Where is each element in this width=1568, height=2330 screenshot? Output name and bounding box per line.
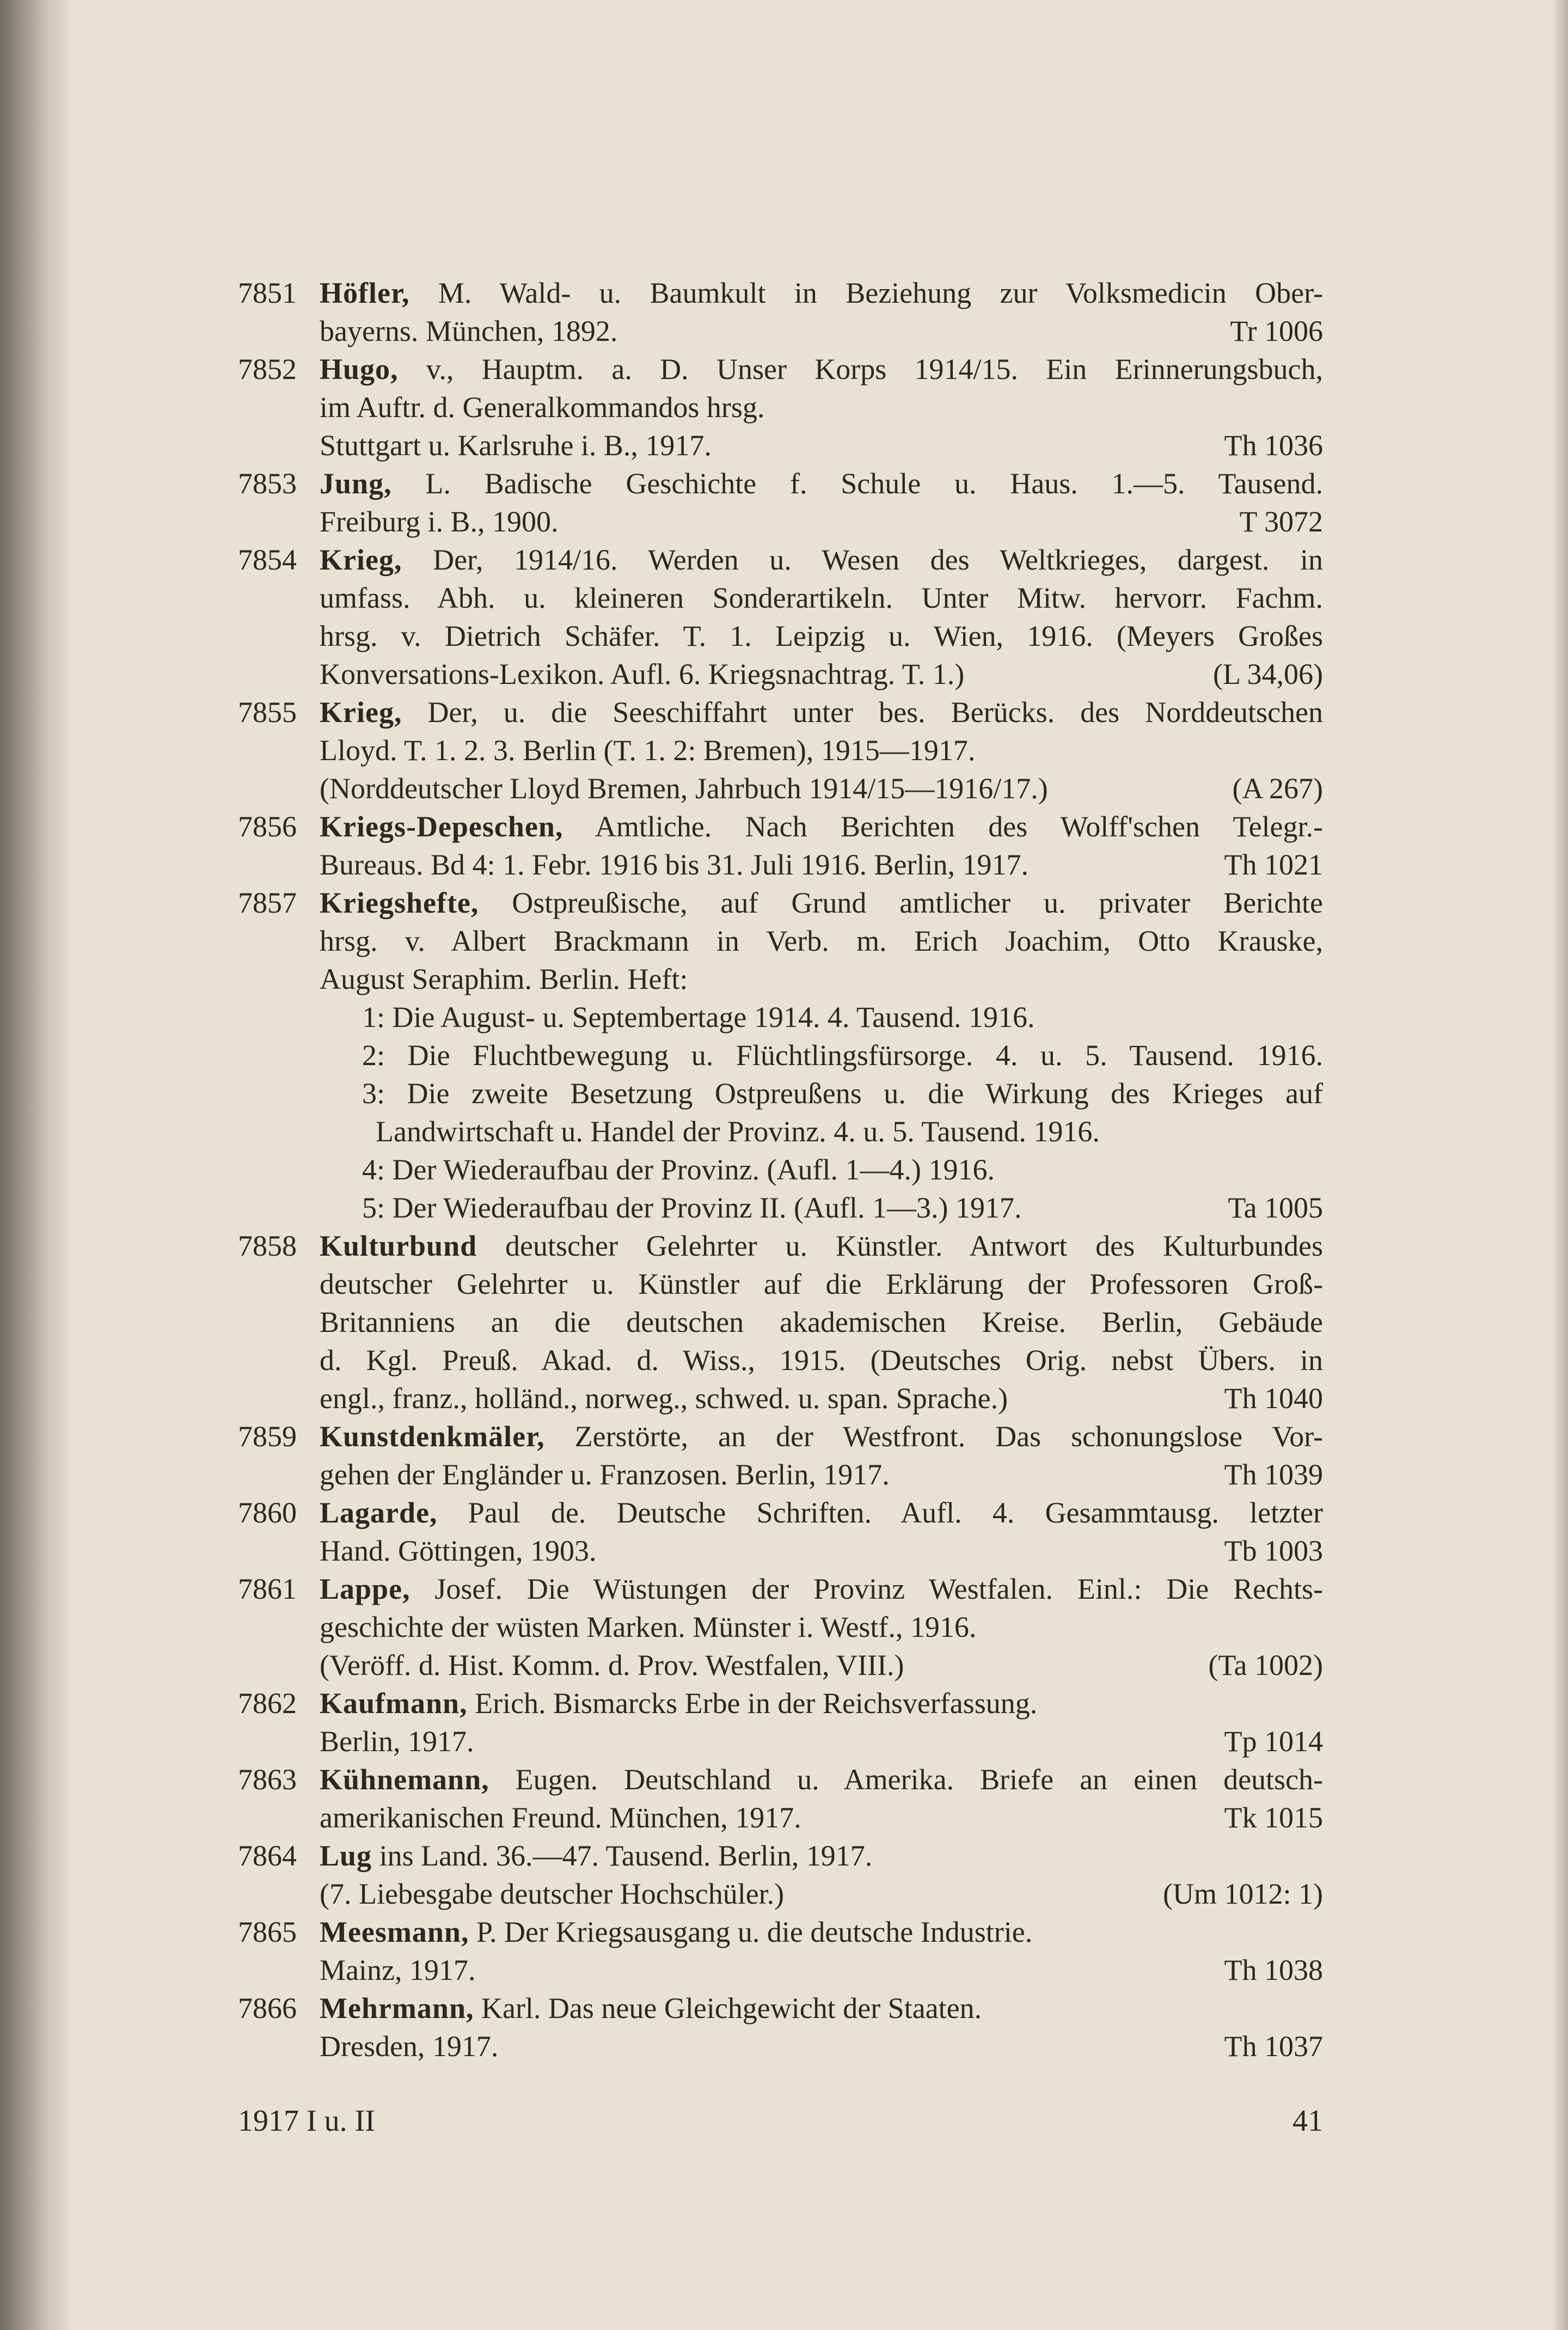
entry-text: Erich. Bismarcks Erbe in der Reichsverfassung. <box>475 1687 1038 1720</box>
call-number: Tr 1006 <box>1230 315 1323 347</box>
entry-text: Dresden, 1917. <box>320 2030 499 2063</box>
entry-first-line <box>238 1989 1323 2027</box>
entry-text: deutscher Gelehrter u. Künstler auf die Erklärung der Professoren Groß- <box>320 1268 1323 1300</box>
entry-text: Stuttgart u. Karlsruhe i. B., 1917. <box>320 429 712 462</box>
entry-heading: Mehrmann, <box>320 1992 474 2025</box>
entry-first-line <box>238 884 1323 922</box>
entry-line <box>238 617 1323 655</box>
entry-number: 7860 <box>238 1496 297 1529</box>
entry-text: hrsg. v. Dietrich Schäfer. T. 1. Leipzig u. Wien, 1916. (Meyers Großes <box>320 620 1323 652</box>
call-number: Th 1038 <box>1224 1954 1323 1986</box>
entry-text: ins Land. 36.—47. Tausend. Berlin, 1917. <box>379 1839 873 1872</box>
entry-text: M. Wald- u. Baumkult in Beziehung zur Volksmedicin Ober- <box>438 277 1323 309</box>
entry-text-container <box>320 1608 1323 1646</box>
entry-text-container <box>362 1189 1206 1227</box>
entry-first-line <box>238 1684 1323 1722</box>
entry-text-container <box>320 884 1323 922</box>
entry-text-container <box>320 1684 1323 1722</box>
entry-number: 7863 <box>238 1763 297 1796</box>
entry-first-line <box>238 693 1323 731</box>
entry-text: Mainz, 1917. <box>320 1954 476 1986</box>
entry-text-container <box>320 808 1323 846</box>
entry-line <box>238 1379 1323 1417</box>
entry-first-line <box>238 1417 1323 1456</box>
entry-text-container <box>320 1303 1323 1341</box>
entry-line <box>238 1189 1323 1227</box>
entry-text: Der, u. die Seeschiffahrt unter bes. Berücks. des Norddeutschen <box>427 696 1323 729</box>
call-number: Th 1037 <box>1224 2030 1323 2063</box>
entry-text: Der, 1914/16. Werden u. Wesen des Weltkrieges, dargest. in <box>433 543 1323 576</box>
entry-text: August Seraphim. Berlin. Heft: <box>320 963 688 995</box>
entry-text: d. Kgl. Preuß. Akad. d. Wiss., 1915. (Deutsches Orig. nebst Übers. in <box>320 1344 1323 1377</box>
entry-text-container <box>320 1379 1203 1417</box>
entry-text: Karl. Das neue Gleichgewicht der Staaten. <box>481 1992 982 2025</box>
entry-text-container <box>320 541 1323 579</box>
entry-text-container <box>320 1913 1323 1951</box>
entry-text-container <box>320 1760 1323 1799</box>
entry-text: Britanniens an die deutschen akademischen Kreise. Berlin, Gebäude <box>320 1306 1323 1338</box>
entry-line <box>238 426 1323 464</box>
entry-heading: Kunstdenkmäler, <box>320 1420 545 1453</box>
catalog-entries <box>238 274 1323 2065</box>
call-number: (A 267) <box>1232 772 1323 805</box>
entry-text-container <box>362 998 1323 1036</box>
entry-line <box>238 312 1323 350</box>
entry-line <box>238 1036 1323 1074</box>
entry-text-container <box>320 2027 1203 2065</box>
entry-text: P. Der Kriegsausgang u. die deutsche Industrie. <box>476 1916 1033 1948</box>
entry-line <box>238 1265 1323 1303</box>
book-gutter-shadow <box>0 0 71 2330</box>
entry-line <box>238 579 1323 617</box>
entry-heading: Höfler, <box>320 277 410 309</box>
entry-text: Amtliche. Nach Berichten des Wolff'schen Telegr.- <box>595 810 1323 843</box>
entry-text: (Veröff. d. Hist. Komm. d. Prov. Westfalen, VIII.) <box>320 1649 904 1681</box>
entry-line <box>238 1456 1323 1494</box>
entry-line <box>238 1875 1323 1913</box>
entry-text: Zerstörte, an der Westfront. Das schonungslose Vor- <box>574 1420 1323 1453</box>
call-number: (Ta 1002) <box>1208 1649 1323 1681</box>
entry-number: 7865 <box>238 1916 297 1948</box>
entry-text: L. Badische Geschichte f. Schule u. Haus. 1.—5. Tausend. <box>425 467 1323 500</box>
call-number: (Um 1012: 1) <box>1163 1878 1323 1910</box>
entry-text-container <box>320 1570 1323 1608</box>
entry-text-container <box>320 1532 1203 1570</box>
entry-number: 7861 <box>238 1573 297 1605</box>
call-number: Tb 1003 <box>1224 1534 1323 1567</box>
entry-text-container <box>320 1417 1323 1456</box>
entry-heading: Krieg, <box>320 696 402 729</box>
entry-text: (Norddeutscher Lloyd Bremen, Jahrbuch 1914/15—1916/17.) <box>320 772 1048 805</box>
entry-text: 5: Der Wiederaufbau der Provinz II. (Aufl. 1—3.) 1917. <box>362 1191 1022 1224</box>
page-edge <box>1552 0 1568 2330</box>
entry-number: 7853 <box>238 467 297 500</box>
entry-text: Lloyd. T. 1. 2. 3. Berlin (T. 1. 2: Bremen), 1915—1917. <box>320 734 976 767</box>
entry-text-container <box>320 312 1208 350</box>
entry-number: 7854 <box>238 543 297 576</box>
entry-line <box>238 655 1323 693</box>
entry-text: deutscher Gelehrter u. Künstler. Antwort des Kulturbundes <box>505 1230 1323 1262</box>
entry-heading: Kriegs-Depeschen, <box>320 810 564 843</box>
entry-first-line <box>238 1837 1323 1875</box>
entry-heading: Lug <box>320 1839 372 1872</box>
entry-text: Konversations-Lexikon. Aufl. 6. Kriegsnachtrag. T. 1.) <box>320 658 965 690</box>
entry-line <box>238 846 1323 884</box>
entry-first-line <box>238 274 1323 312</box>
call-number: Th 1040 <box>1224 1382 1323 1415</box>
entry-text: gehen der Engländer u. Franzosen. Berlin, 1917. <box>320 1458 890 1491</box>
entry-first-line <box>238 1760 1323 1799</box>
entry-first-line <box>238 1227 1323 1265</box>
entry-heading: Lagarde, <box>320 1496 438 1529</box>
entry-line <box>238 922 1323 960</box>
entry-line <box>238 960 1323 998</box>
entry-line <box>238 1341 1323 1379</box>
entry-text-container <box>320 1951 1203 1989</box>
entry-text-container <box>320 960 1323 998</box>
entry-text-container <box>320 1799 1203 1837</box>
entry-number: 7855 <box>238 696 297 729</box>
entry-text-container <box>320 769 1211 808</box>
entry-heading: Meesmann, <box>320 1916 469 1948</box>
entry-text-container <box>320 1837 1323 1875</box>
entry-line <box>238 1722 1323 1760</box>
entry-text-container <box>320 1227 1323 1265</box>
entry-text-container <box>320 464 1323 503</box>
call-number: Th 1036 <box>1224 429 1323 462</box>
entry-text: amerikanischen Freund. München, 1917. <box>320 1801 801 1834</box>
entry-number: 7866 <box>238 1992 297 2025</box>
entry-line <box>238 1074 1323 1112</box>
call-number: Th 1039 <box>1224 1458 1323 1491</box>
entry-number: 7852 <box>238 353 297 386</box>
entry-line <box>238 1608 1323 1646</box>
entry-line <box>238 1112 1323 1151</box>
entry-text: (7. Liebesgabe deutscher Hochschüler.) <box>320 1878 785 1910</box>
entry-text-container <box>320 655 1191 693</box>
entry-number: 7858 <box>238 1230 297 1262</box>
entry-line <box>238 1799 1323 1837</box>
entry-text-container <box>320 1646 1186 1684</box>
entry-text: Eugen. Deutschland u. Amerika. Briefe an einen deutsch- <box>515 1763 1323 1796</box>
entry-text: 4: Der Wiederaufbau der Provinz. (Aufl. 1—4.) 1916. <box>362 1153 995 1186</box>
entry-number: 7857 <box>238 886 297 919</box>
call-number: (L 34,06) <box>1213 658 1323 690</box>
entry-text-container <box>320 579 1323 617</box>
entry-text-container <box>320 617 1323 655</box>
entry-number: 7862 <box>238 1687 297 1720</box>
entry-text: Freiburg i. B., 1900. <box>320 505 559 538</box>
entry-first-line <box>238 1570 1323 1608</box>
entry-text-container <box>362 1074 1323 1112</box>
entry-heading: Kaufmann, <box>320 1687 468 1720</box>
entry-line <box>238 998 1323 1036</box>
entry-number: 7859 <box>238 1420 297 1453</box>
entry-text-container <box>320 731 1323 769</box>
entry-text: geschichte der wüsten Marken. Münster i. Westf., 1916. <box>320 1611 977 1643</box>
entry-text-container <box>362 1151 1323 1189</box>
call-number: Tp 1014 <box>1224 1725 1323 1758</box>
entry-heading: Kriegshefte, <box>320 886 479 919</box>
entry-text-container <box>320 1456 1203 1494</box>
entry-text-container <box>320 1341 1323 1379</box>
entry-heading: Krieg, <box>320 543 402 576</box>
entry-text-container <box>320 846 1203 884</box>
entry-text: 3: Die zweite Besetzung Ostpreußens u. die Wirkung des Krieges auf <box>362 1077 1323 1110</box>
entry-line <box>238 388 1323 426</box>
entry-text: 1: Die August- u. Septembertage 1914. 4. Tausend. 1916. <box>362 1001 1035 1033</box>
entry-text-container <box>320 693 1323 731</box>
entry-line <box>238 2027 1323 2065</box>
footer-volume: 1917 I u. II <box>238 2104 375 2138</box>
entry-text: bayerns. München, 1892. <box>320 315 618 347</box>
entry-text-container <box>320 1989 1323 2027</box>
entry-text: Josef. Die Wüstungen der Provinz Westfalen. Einl.: Die Rechts- <box>434 1573 1323 1605</box>
entry-text: Paul de. Deutsche Schriften. Aufl. 4. Gesammtausg. letzter <box>468 1496 1323 1529</box>
entry-text-container <box>320 388 1323 426</box>
entry-text: im Auftr. d. Generalkommandos hrsg. <box>320 391 765 424</box>
entry-line <box>238 503 1323 541</box>
entry-text-container <box>320 1494 1323 1532</box>
entry-text-container <box>320 503 1217 541</box>
entry-number: 7856 <box>238 810 297 843</box>
entry-heading: Lappe, <box>320 1573 411 1605</box>
page-number: 41 <box>1293 2104 1323 2138</box>
entry-text: engl., franz., holländ., norweg., schwed. u. span. Sprache.) <box>320 1382 1008 1415</box>
entry-heading: Jung, <box>320 467 392 500</box>
entry-text: hrsg. v. Albert Brackmann in Verb. m. Erich Joachim, Otto Krauske, <box>320 925 1323 957</box>
entry-text: Hand. Göttingen, 1903. <box>320 1534 597 1567</box>
entry-text-container <box>320 1875 1141 1913</box>
entry-line <box>238 1151 1323 1189</box>
entry-text-container <box>320 274 1323 312</box>
entry-text: umfass. Abh. u. kleineren Sonderartikeln. Unter Mitw. hervorr. Fachm. <box>320 582 1323 614</box>
entry-first-line <box>238 808 1323 846</box>
entry-text-container <box>320 922 1323 960</box>
call-number: Ta 1005 <box>1228 1191 1323 1224</box>
entry-line <box>238 1951 1323 1989</box>
call-number: T 3072 <box>1239 505 1323 538</box>
entry-line <box>238 769 1323 808</box>
entry-first-line <box>238 541 1323 579</box>
entry-text: Berlin, 1917. <box>320 1725 474 1758</box>
entry-text-container <box>320 1722 1203 1760</box>
entry-text: 2: Die Fluchtbewegung u. Flüchtlingsfürsorge. 4. u. 5. Tausend. 1916. <box>362 1039 1323 1072</box>
entry-text: Landwirtschaft u. Handel der Provinz. 4. u. 5. Tausend. 1916. <box>376 1115 1100 1148</box>
call-number: Th 1021 <box>1224 848 1323 881</box>
entry-number: 7864 <box>238 1839 297 1872</box>
entry-heading: Kühnemann, <box>320 1763 489 1796</box>
entry-first-line <box>238 1494 1323 1532</box>
entry-text: v., Hauptm. a. D. Unser Korps 1914/15. Ein Erinnerungsbuch, <box>426 353 1323 386</box>
entry-text-container <box>320 426 1203 464</box>
entry-text-container <box>362 1036 1323 1074</box>
entry-number: 7851 <box>238 277 297 309</box>
entry-line <box>238 1532 1323 1570</box>
call-number: Tk 1015 <box>1224 1801 1323 1834</box>
entry-first-line <box>238 1913 1323 1951</box>
entry-first-line <box>238 350 1323 388</box>
entry-line <box>238 1646 1323 1684</box>
entry-heading: Hugo, <box>320 353 399 386</box>
entry-heading: Kulturbund <box>320 1230 477 1262</box>
entry-first-line <box>238 464 1323 503</box>
entry-text-container <box>376 1112 1323 1151</box>
entry-text-container <box>320 1265 1323 1303</box>
entry-text: Bureaus. Bd 4: 1. Febr. 1916 bis 31. Juli 1916. Berlin, 1917. <box>320 848 1028 881</box>
entry-line <box>238 731 1323 769</box>
entry-line <box>238 1303 1323 1341</box>
entry-text: Ostpreußische, auf Grund amtlicher u. privater Berichte <box>512 886 1323 919</box>
entry-text-container <box>320 350 1323 388</box>
